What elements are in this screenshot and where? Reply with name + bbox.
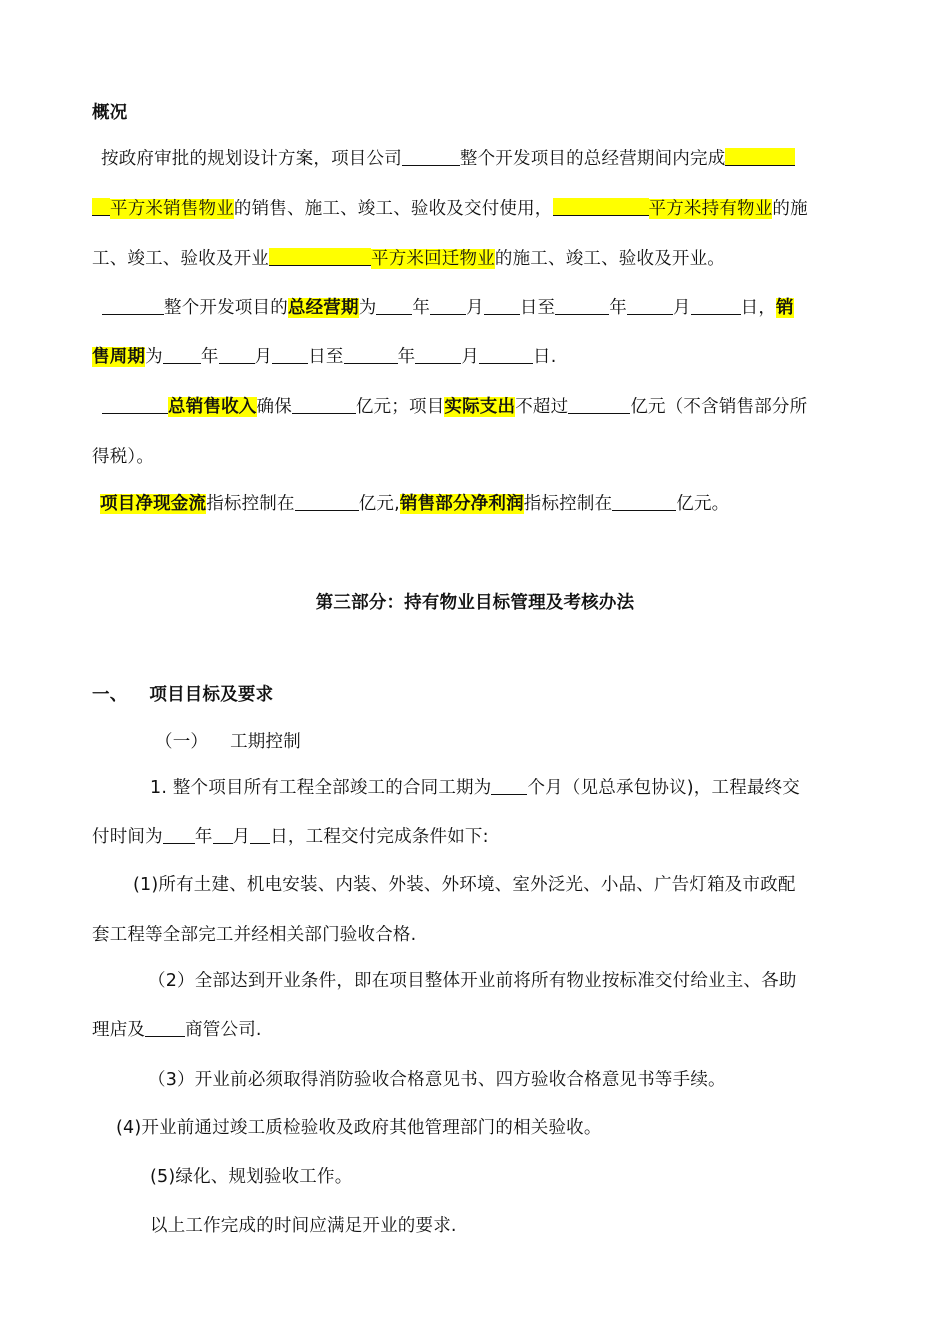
text: 确保 bbox=[256, 397, 292, 417]
highlight-sales-period: 销 bbox=[776, 298, 794, 318]
text: 的施工、竣工、验收及开业。 bbox=[494, 249, 726, 269]
text: 的施 bbox=[772, 199, 808, 219]
text: 日， bbox=[740, 298, 777, 318]
highlight-total-operation-period: 总经营期 bbox=[287, 298, 359, 318]
blank bbox=[145, 1019, 185, 1037]
text: 日，工程交付完成条件如下: bbox=[270, 827, 489, 847]
blank-sales-area bbox=[725, 148, 795, 166]
heading-text: 项目目标及要求 bbox=[149, 685, 274, 705]
text: 月 bbox=[466, 298, 484, 318]
text: 指标控制在 bbox=[206, 494, 295, 514]
highlight-actual-expenditure: 实际支出 bbox=[444, 397, 516, 417]
text: 年 bbox=[194, 827, 213, 847]
blank bbox=[430, 297, 466, 315]
paragraph-line-7: 得税）。 bbox=[92, 447, 155, 467]
text: 不超过 bbox=[515, 397, 569, 417]
text: 月 bbox=[461, 347, 480, 367]
blank bbox=[555, 297, 609, 315]
text: 日. bbox=[533, 347, 557, 367]
paragraph-line-8 bbox=[100, 490, 870, 518]
text: 工、竣工、验收及开业 bbox=[92, 249, 269, 269]
text: 年 bbox=[609, 298, 627, 318]
text: 的销售、施工、竣工、验收及交付使用， bbox=[233, 199, 553, 219]
paragraph-line-6 bbox=[102, 393, 872, 421]
blank bbox=[163, 346, 201, 364]
highlight-total-sales-revenue: 总销售收入 bbox=[168, 397, 257, 417]
text: 理店及 bbox=[92, 1020, 146, 1040]
condition-5: (5)绿化、规划验收工作。 bbox=[150, 1167, 353, 1187]
condition-4: (4)开业前通过竣工质检验收及政府其他管理部门的相关验收。 bbox=[116, 1118, 602, 1138]
highlight-sales-net-profit: 销售部分净利润 bbox=[399, 494, 524, 514]
text: 亿元（不含销售部分所 bbox=[630, 397, 808, 417]
highlight-relocation-property: 平方米回迁物业 bbox=[371, 249, 495, 269]
text: 为 bbox=[145, 347, 163, 367]
paragraph-line-2 bbox=[92, 195, 862, 223]
subheading-1 bbox=[155, 728, 925, 756]
text: 年 bbox=[200, 347, 219, 367]
blank bbox=[219, 346, 255, 364]
highlight-sales-property: 平方米销售物业 bbox=[110, 199, 234, 219]
blank bbox=[479, 346, 533, 364]
text: 整个开发项目的总经营期间内完成 bbox=[459, 149, 726, 169]
text: 指标控制在 bbox=[523, 494, 613, 514]
condition-1-line-1: (1)所有土建、机电安装、内装、外装、外环境、室外泛光、小品、广告灯箱及市政配 bbox=[133, 875, 796, 895]
blank-company bbox=[102, 396, 168, 414]
text: 亿元, bbox=[358, 494, 400, 514]
text: 日至 bbox=[519, 298, 556, 318]
text: 年 bbox=[397, 347, 416, 367]
text: 月 bbox=[672, 298, 691, 318]
condition-1-line-2: 套工程等全部完工并经相关部门验收合格. bbox=[92, 925, 417, 945]
blank bbox=[691, 297, 741, 315]
paragraph-line-1 bbox=[101, 145, 871, 173]
condition-3: （3）开业前必须取得消防验收合格意见书、四方验收合格意见书等手续。 bbox=[148, 1070, 726, 1090]
condition-2-line-2 bbox=[92, 1016, 862, 1044]
text: 为 bbox=[358, 298, 377, 318]
text: 整个开发项目的 bbox=[164, 298, 288, 318]
blank bbox=[376, 297, 412, 315]
blank bbox=[484, 297, 520, 315]
text: 商管公司. bbox=[185, 1020, 262, 1040]
text: 亿元；项目 bbox=[355, 397, 445, 417]
blank bbox=[627, 297, 673, 315]
paragraph-line-4 bbox=[102, 294, 872, 322]
blank bbox=[295, 493, 359, 511]
blank bbox=[491, 777, 527, 795]
blank bbox=[163, 826, 195, 844]
text: 年 bbox=[412, 298, 431, 318]
heading-number: 一、 bbox=[92, 685, 128, 705]
highlight-held-property: 平方米持有物业 bbox=[648, 199, 773, 219]
highlight-sales-period: 售周期 bbox=[92, 347, 146, 367]
condition-summary: 以上工作完成的时间应满足开业的要求. bbox=[150, 1216, 457, 1236]
section-heading-gaikuang: 概况 bbox=[92, 103, 128, 123]
blank bbox=[415, 346, 461, 364]
blank bbox=[292, 396, 356, 414]
text: 付时间为 bbox=[92, 827, 163, 847]
item-1-line-1 bbox=[150, 774, 920, 802]
subheading-text: 工期控制 bbox=[230, 732, 301, 752]
paragraph-line-5 bbox=[92, 343, 862, 371]
paragraph-line-3 bbox=[92, 245, 862, 273]
heading-1 bbox=[92, 681, 862, 709]
condition-2-line-1: （2）全部达到开业条件，即在项目整体开业前将所有物业按标准交付给业主、各助 bbox=[148, 971, 797, 991]
blank-sales-area-cont bbox=[92, 198, 110, 216]
text: 按政府审批的规划设计方案，项目公司 bbox=[101, 149, 402, 169]
blank bbox=[612, 493, 676, 511]
blank bbox=[213, 826, 233, 844]
text: 1. 整个项目所有工程全部竣工的合同工期为 bbox=[150, 778, 492, 798]
blank-company bbox=[402, 148, 460, 166]
blank bbox=[250, 826, 270, 844]
part3-title: 第三部分：持有物业目标管理及考核办法 bbox=[315, 593, 635, 613]
text: 亿元。 bbox=[676, 494, 730, 514]
blank-company bbox=[102, 297, 164, 315]
text: 个月（见总承包协议)，工程最终交 bbox=[527, 778, 800, 798]
blank-held-area bbox=[553, 198, 649, 216]
text: 月 bbox=[254, 347, 273, 367]
text: 月 bbox=[232, 827, 251, 847]
subheading-number: （一） bbox=[155, 732, 209, 752]
text: 日至 bbox=[308, 347, 344, 367]
blank-relocation-area bbox=[269, 248, 371, 266]
blank bbox=[344, 346, 398, 364]
blank bbox=[272, 346, 308, 364]
blank bbox=[568, 396, 630, 414]
item-1-line-2 bbox=[92, 823, 862, 851]
highlight-project-net-cash-flow: 项目净现金流 bbox=[100, 494, 207, 514]
